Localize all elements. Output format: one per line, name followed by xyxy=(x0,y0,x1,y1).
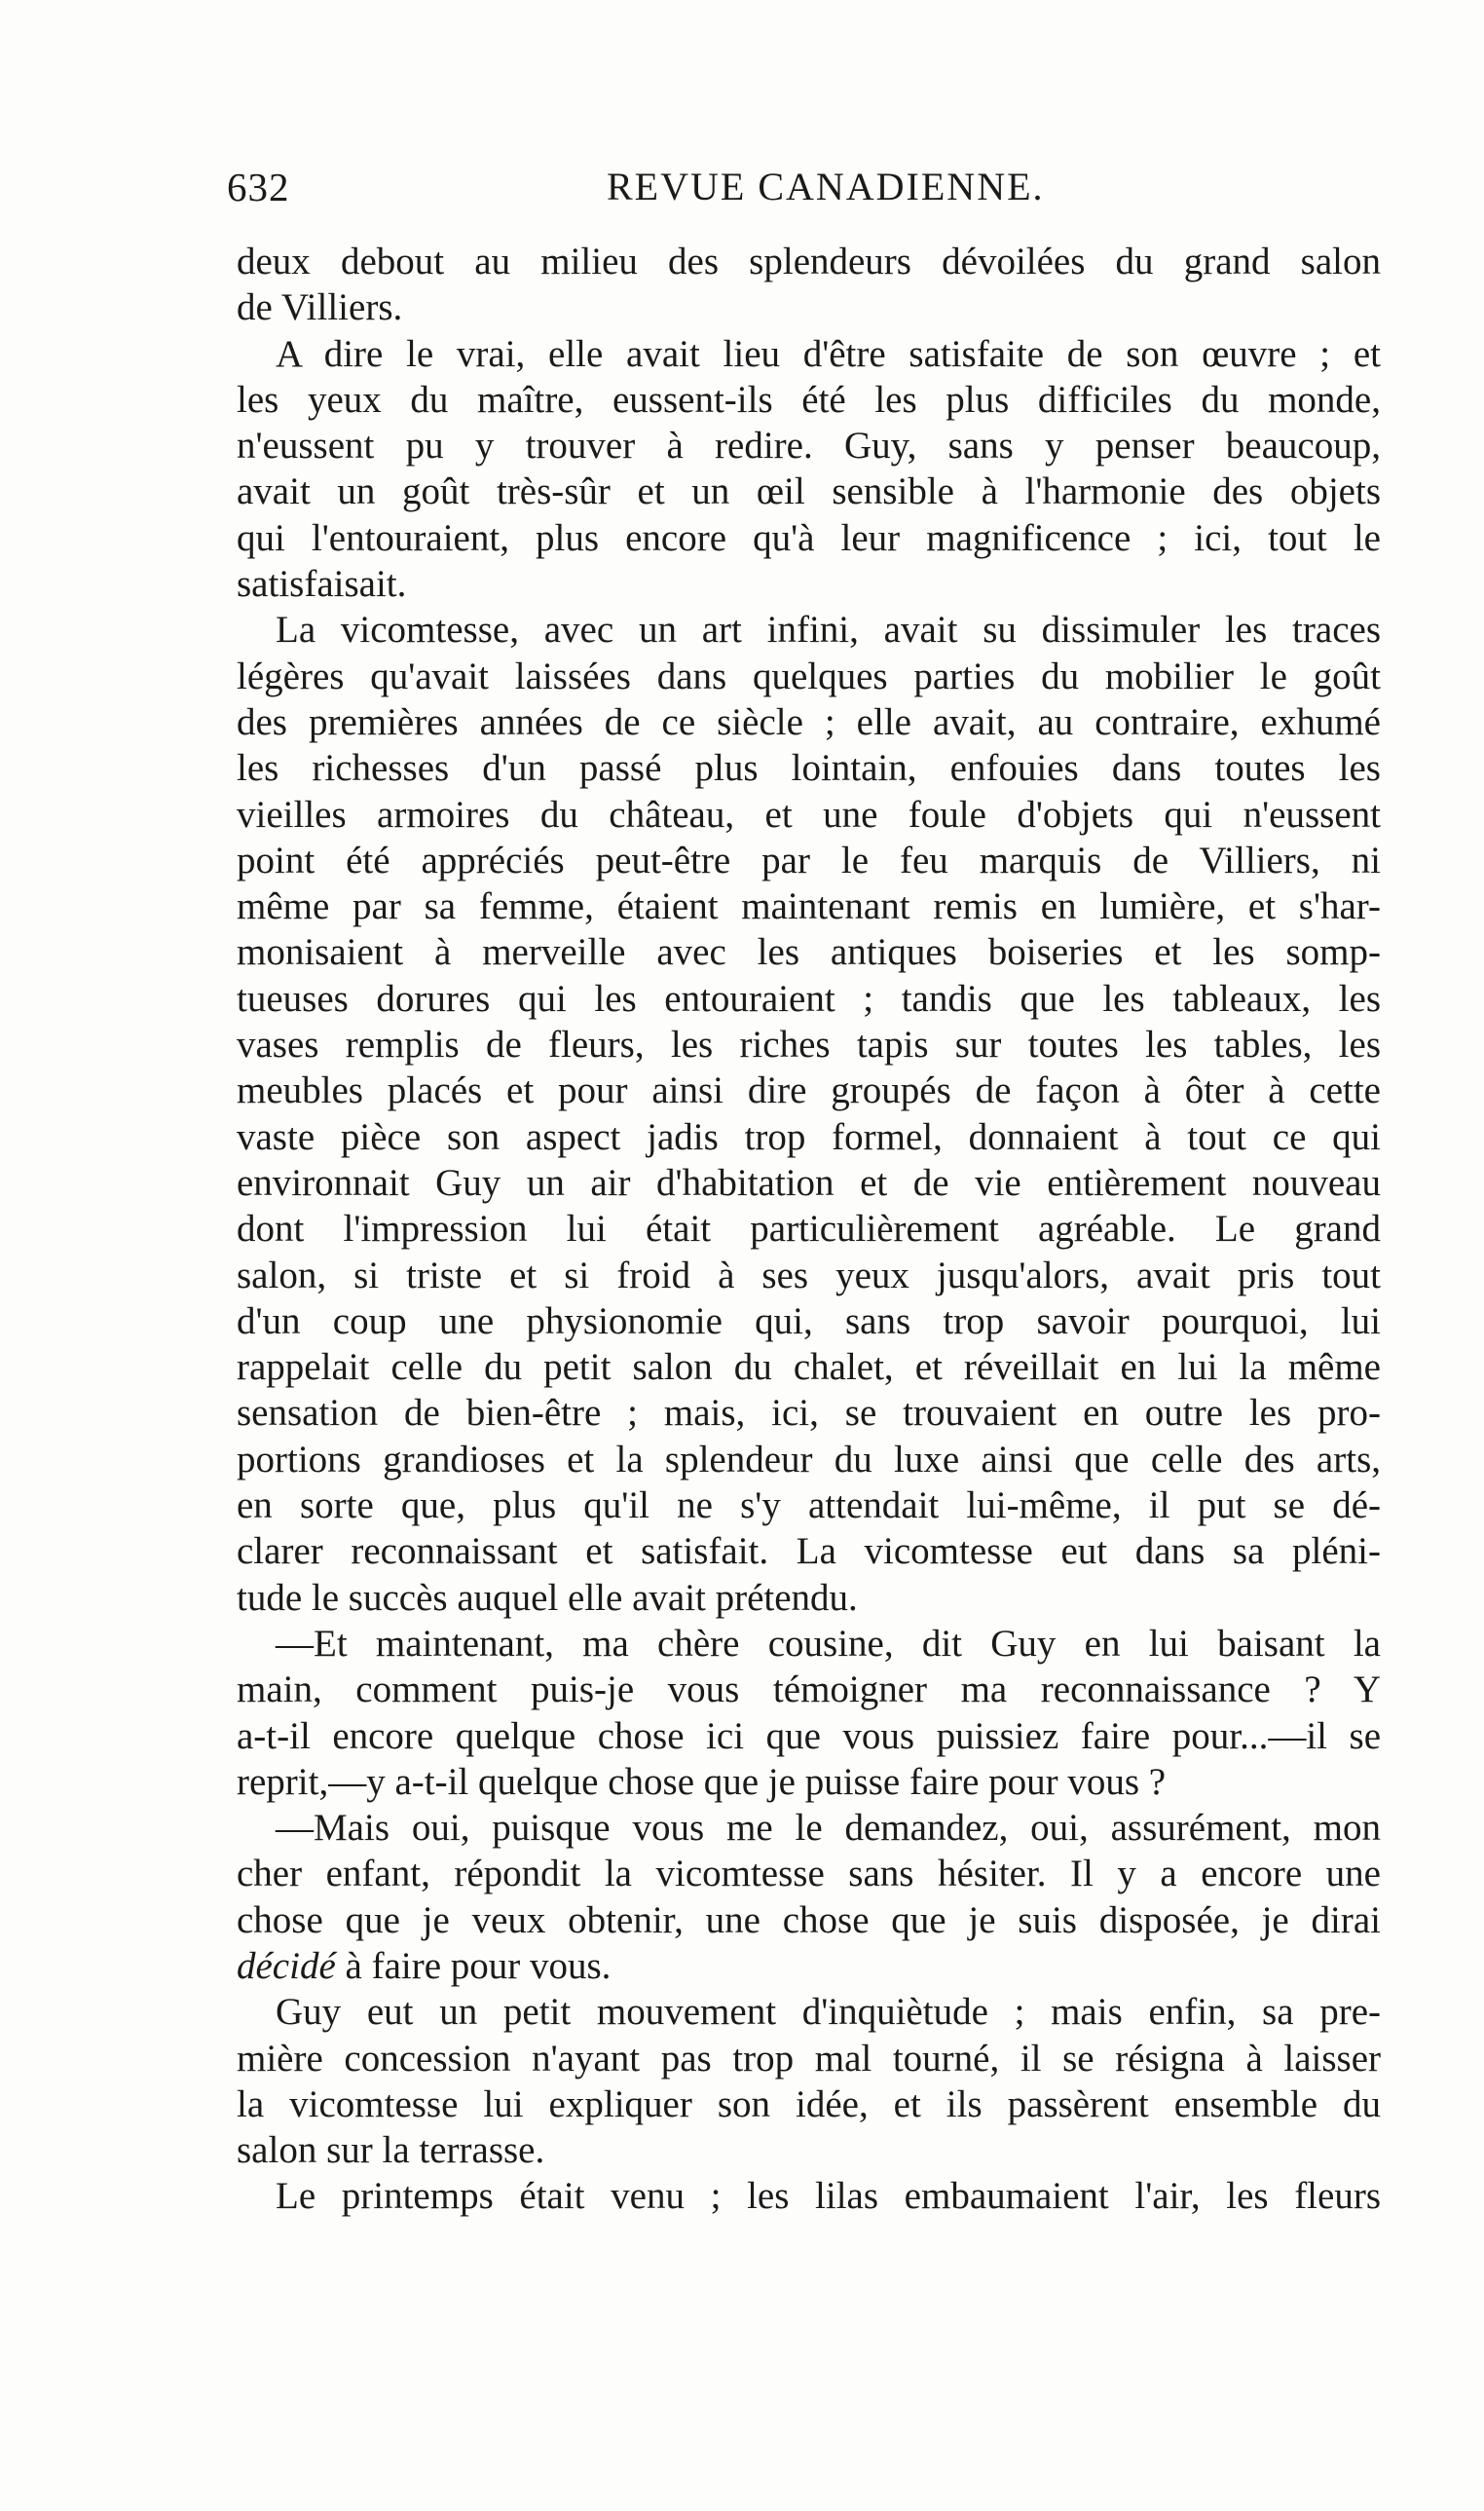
text-line: des premières années de ce siècle ; elle avait, au contraire, exhumé xyxy=(237,700,1381,743)
text-line: meubles placés et pour ainsi dire groupés de façon à ôter à cette xyxy=(237,1069,1381,1112)
text-line: clarer reconnaissant et satisfait. La vicomtesse eut dans sa pléni- xyxy=(237,1530,1381,1573)
text-line: les yeux du maître, eussent-ils été les plus difficiles du monde, xyxy=(237,378,1381,421)
text-line: monisaient à merveille avec les antiques boiseries et les somp- xyxy=(237,931,1381,974)
text-line: mière concession n'ayant pas trop mal tourné, il se résigna à laisser xyxy=(237,2037,1381,2080)
text-line: satisfaisait. xyxy=(237,563,407,606)
running-title: REVUE CANADIENNE. xyxy=(607,165,1045,208)
text-line: la vicomtesse lui expliquer son idée, et ils passèrent ensemble du xyxy=(237,2082,1381,2125)
page-header xyxy=(227,164,1391,222)
text-line: reprit,—y a-t-il quelque chose que je puisse faire pour vous ? xyxy=(237,1760,1167,1803)
text-line: vaste pièce son aspect jadis trop formel, donnaient à tout ce qui xyxy=(237,1115,1381,1158)
text-line: La vicomtesse, avec un art infini, avait su dissimuler les traces xyxy=(276,609,1381,652)
text-line: d'un coup une physionomie qui, sans trop savoir pourquoi, lui xyxy=(237,1299,1381,1342)
text-line: de Villiers. xyxy=(237,286,403,329)
text-line: salon sur la terrasse. xyxy=(237,2129,545,2172)
text-line: chose que je veux obtenir, une chose que je suis disposée, je dirai xyxy=(237,1898,1381,1941)
text-line: salon, si triste et si froid à ses yeux jusqu'alors, avait pris tout xyxy=(237,1254,1381,1296)
text-line: point été appréciés peut-être par le feu marquis de Villiers, ni xyxy=(237,839,1381,881)
text-line: rappelait celle du petit salon du chalet, et réveillait en lui la même xyxy=(237,1346,1381,1389)
text-line-rest: à faire pour vous. xyxy=(345,1944,612,1987)
text-line: n'eussent pu y trouver à redire. Guy, sans y penser beaucoup, xyxy=(237,425,1381,468)
page-number: 632 xyxy=(227,165,290,209)
text-line: Le printemps était venu ; les lilas embaumaient l'air, les fleurs xyxy=(276,2175,1381,2218)
body-text xyxy=(237,239,1381,2220)
text-line: vases remplis de fleurs, les riches tapis sur toutes les tables, les xyxy=(237,1024,1381,1067)
text-line: a-t-il encore quelque chose ici que vous puissiez faire pour...—il se xyxy=(237,1714,1381,1757)
text-line: deux debout au milieu des splendeurs dévoilées du grand salon xyxy=(237,241,1381,282)
text-line: dont l'impression lui était particulièrement agréable. Le grand xyxy=(237,1208,1381,1251)
text-line: sensation de bien-être ; mais, ici, se trouvaient en outre les pro- xyxy=(237,1392,1381,1435)
text-line: tude le succès auquel elle avait prétendu. xyxy=(237,1576,858,1619)
text-line: en sorte que, plus qu'il ne s'y attendait lui-même, il put se dé- xyxy=(237,1484,1381,1527)
text-line: environnait Guy un air d'habitation et de vie entièrement nouveau xyxy=(237,1161,1381,1204)
text-line: main, comment puis-je vous témoigner ma reconnaissance ? Y xyxy=(237,1668,1381,1711)
text-line: même par sa femme, étaient maintenant remis en lumière, et s'har- xyxy=(237,885,1381,928)
text-line: —Mais oui, puisque vous me le demandez, oui, assurément, mon xyxy=(276,1807,1381,1850)
text-line: qui l'entouraient, plus encore qu'à leur magnificence ; ici, tout le xyxy=(237,516,1381,559)
text-line: vieilles armoires du château, et une foule d'objets qui n'eussent xyxy=(237,793,1381,836)
text-line: Guy eut un petit mouvement d'inquiètude ; mais enfin, sa pre- xyxy=(276,1991,1381,2034)
text-line: légères qu'avait laissées dans quelques parties du mobilier le goût xyxy=(237,655,1381,697)
text-line: les richesses d'un passé plus lointain, enfouies dans toutes les xyxy=(237,747,1381,790)
text-line: —Et maintenant, ma chère cousine, dit Guy en lui baisant la xyxy=(276,1622,1381,1665)
text-line-with-italic xyxy=(237,1943,1381,1989)
text-line: avait un goût très-sûr et un œil sensible à l'harmonie des objets xyxy=(237,470,1381,513)
text-line: cher enfant, répondit la vicomtesse sans hésiter. Il y a encore une xyxy=(237,1853,1381,1895)
text-line: tueuses dorures qui les entouraient ; tandis que les tableaux, les xyxy=(237,977,1381,1020)
text-line: portions grandioses et la splendeur du luxe ainsi que celle des arts, xyxy=(237,1438,1381,1480)
text-line: A dire le vrai, elle avait lieu d'être satisfaite de son œuvre ; et xyxy=(276,332,1381,375)
italic-word: décidé xyxy=(237,1944,336,1987)
